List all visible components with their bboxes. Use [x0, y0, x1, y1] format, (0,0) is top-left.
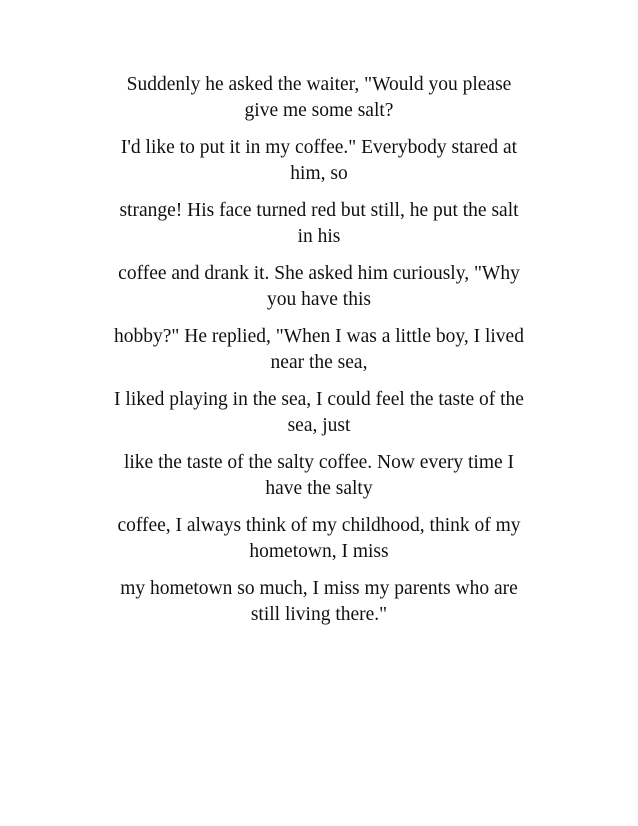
paragraph-4 [60, 261, 578, 313]
text-line: like the taste of the salty coffee. Now every time I [123, 452, 515, 473]
text-line: sea, just [287, 415, 351, 436]
text-line: have the salty [265, 478, 373, 499]
text-line: hometown, I miss [249, 541, 389, 562]
text-line: Suddenly he asked the waiter, "Would you please [126, 74, 512, 95]
paragraph-1 [60, 72, 578, 124]
text-line: still living there." [250, 604, 388, 625]
text-line: you have this [267, 289, 371, 310]
paragraph-9 [60, 576, 578, 628]
text-line: I liked playing in the sea, I could feel the taste of the [114, 389, 524, 410]
document-page [60, 72, 578, 639]
text-line: give me some salt? [244, 100, 394, 121]
paragraph-7 [60, 450, 578, 502]
text-line: in his [297, 226, 341, 247]
text-line: strange! His face turned red but still, he put the salt [119, 200, 519, 221]
paragraph-3 [60, 198, 578, 250]
text-line: my hometown so much, I miss my parents who are [120, 578, 518, 599]
paragraph-6 [60, 387, 578, 439]
text-line: him, so [290, 163, 348, 184]
text-line: coffee, I always think of my childhood, think of my [117, 515, 521, 536]
text-line: coffee and drank it. She asked him curiously, "Why [118, 263, 520, 284]
text-line: hobby?" He replied, "When I was a little boy, I lived [114, 326, 524, 347]
paragraph-8 [60, 513, 578, 565]
text-line: near the sea, [270, 352, 368, 373]
text-line: I'd like to put it in my coffee." Everybody stared at [120, 137, 518, 158]
paragraph-2 [60, 135, 578, 187]
paragraph-5 [60, 324, 578, 376]
